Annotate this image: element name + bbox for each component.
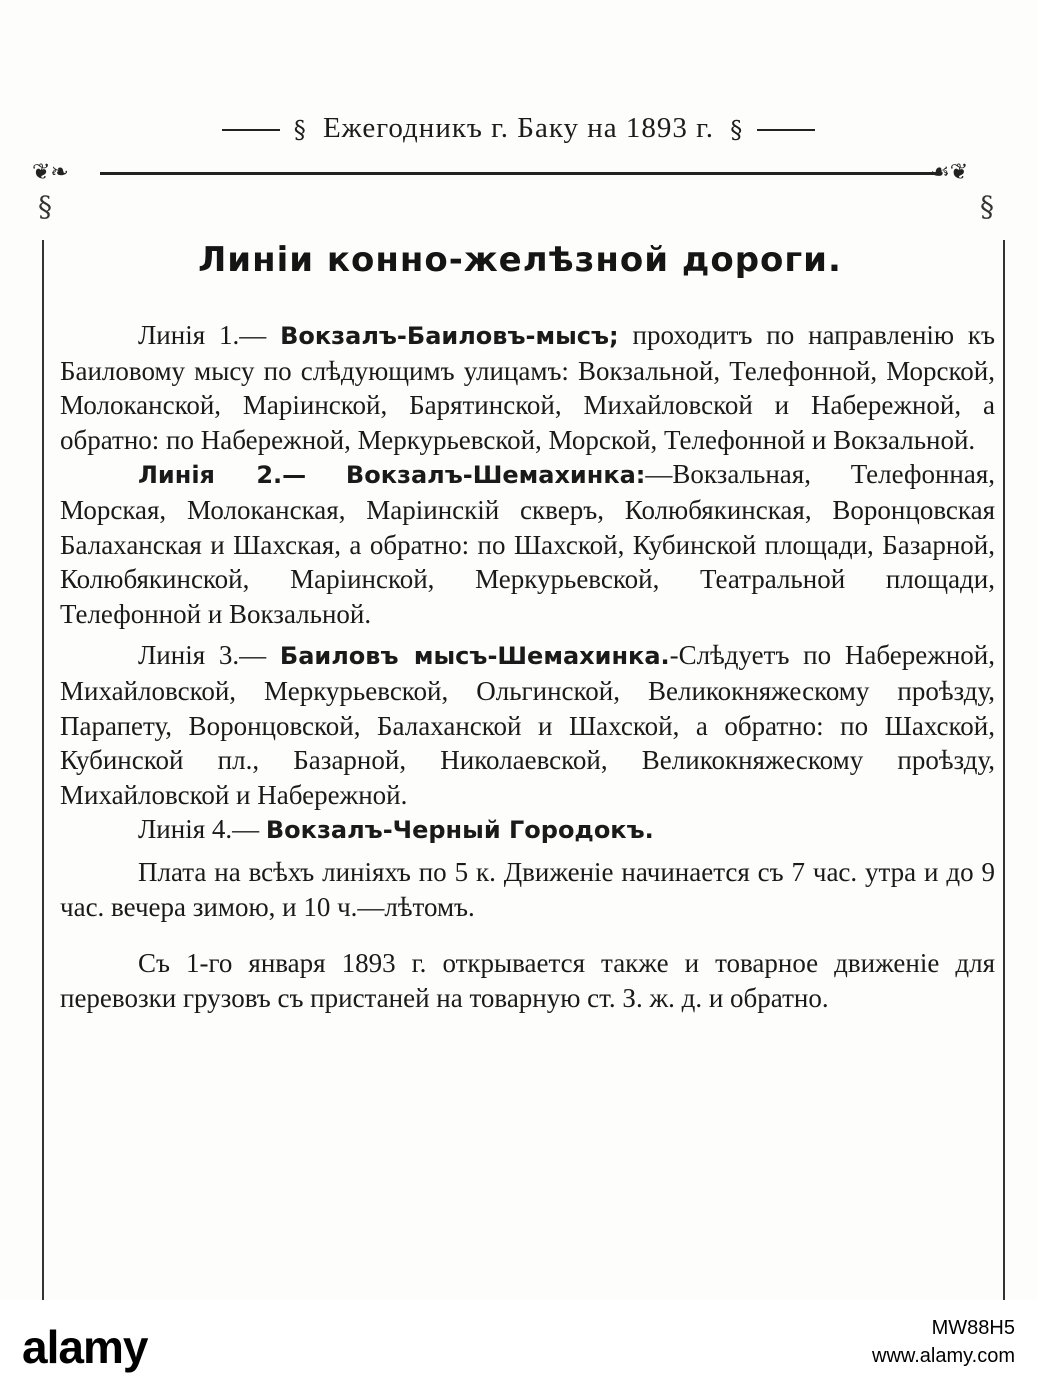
header-left-ornament: § — [293, 116, 307, 145]
header-left-rule — [222, 129, 280, 131]
corner-ornament-left: ❦❧ — [32, 160, 69, 185]
top-border-rule — [100, 172, 940, 175]
image-id: MW88H5 — [931, 1317, 1015, 1339]
body-text — [60, 318, 995, 1015]
alamy-logo: alamy — [22, 1321, 148, 1373]
paragraph-line-4 — [60, 812, 995, 848]
left-border-line — [42, 240, 44, 1300]
scroll-ornament-left: § — [38, 190, 52, 223]
paragraph-line-2 — [60, 457, 995, 631]
paragraph-line-1 — [60, 318, 995, 457]
paragraph-fare — [60, 855, 995, 924]
freight-text: Съ 1-го января 1893 г. открывается также и товарное движеніе для перевозки грузовъ съ пристаней на товарную ст. З. ж. д. и обратно. — [60, 948, 995, 1013]
header-right-ornament: § — [730, 116, 744, 145]
route-name: Вокзалъ-Баиловъ-мысъ; — [280, 322, 619, 350]
route-description: проходитъ по направленію къ Баиловому мысу по слѣдующимъ улицамъ: Вокзальной, Телефонной, Морской, Молоканской, Маріинской, Барятинской, Михайловской и Набережной, а обратно: по Набережной, Меркурьевской, Морской, Телефонной и Вокзальной. — [60, 320, 995, 455]
route-description: -Слѣдуетъ по Набережной, Михайловской, Меркурьевской, Ольгинской, Великокняжескому проѣзду, Парапету, Воронцовской, Балаханской и Шахской, а обратно: по Шахской, Кубинской пл., Базарной, Николаевской, Великокняжескому проѣзду, Михайловской и Набережной. — [60, 640, 996, 810]
route-name: Вокзалъ-Черный Городокъ. — [265, 816, 654, 845]
route-description: —Вокзальная, Телефонная, Морская, Молоканская, Маріинскій скверъ, Колюбякинская, Воронцовская Балаханская и Шахская, а обратно: по Шахской, Кубинской площади, Базарной, Колюбякинской, Маріинской, Меркурьевской, Театральной площади, Телефонной и Вокзальной. — [60, 459, 995, 629]
running-header — [0, 112, 1037, 145]
scroll-ornament-right: § — [980, 190, 994, 223]
line-label: Линія 2.— — [138, 461, 307, 490]
route-name: Вокзалъ-Шемахинка: — [345, 461, 646, 490]
fare-text: Плата на всѣхъ линіяхъ по 5 к. Движеніе начинается съ 7 час. утра и до 9 час. вечера зимою, и 10 ч.—лѣтомъ. — [60, 856, 995, 922]
line-label: Линія 3.— — [138, 640, 267, 671]
route-name: Баиловъ мысъ-Шемахинка. — [279, 642, 670, 671]
corner-ornament-right: ☙❦ — [930, 160, 969, 185]
header-right-rule — [757, 129, 815, 131]
running-title: Ежегодникъ г. Баку на 1893 г. — [322, 112, 715, 144]
site-url: www.alamy.com — [872, 1345, 1015, 1367]
watermark-id — [872, 1314, 1015, 1370]
line-label: Линія 1.— — [138, 320, 267, 350]
page-title: Линіи конно-желѣзной дороги. — [198, 240, 842, 280]
paragraph-line-3 — [60, 638, 995, 812]
paragraph-freight — [60, 946, 995, 1015]
line-label: Линія 4.— — [138, 814, 260, 845]
right-border-line — [1003, 240, 1005, 1300]
